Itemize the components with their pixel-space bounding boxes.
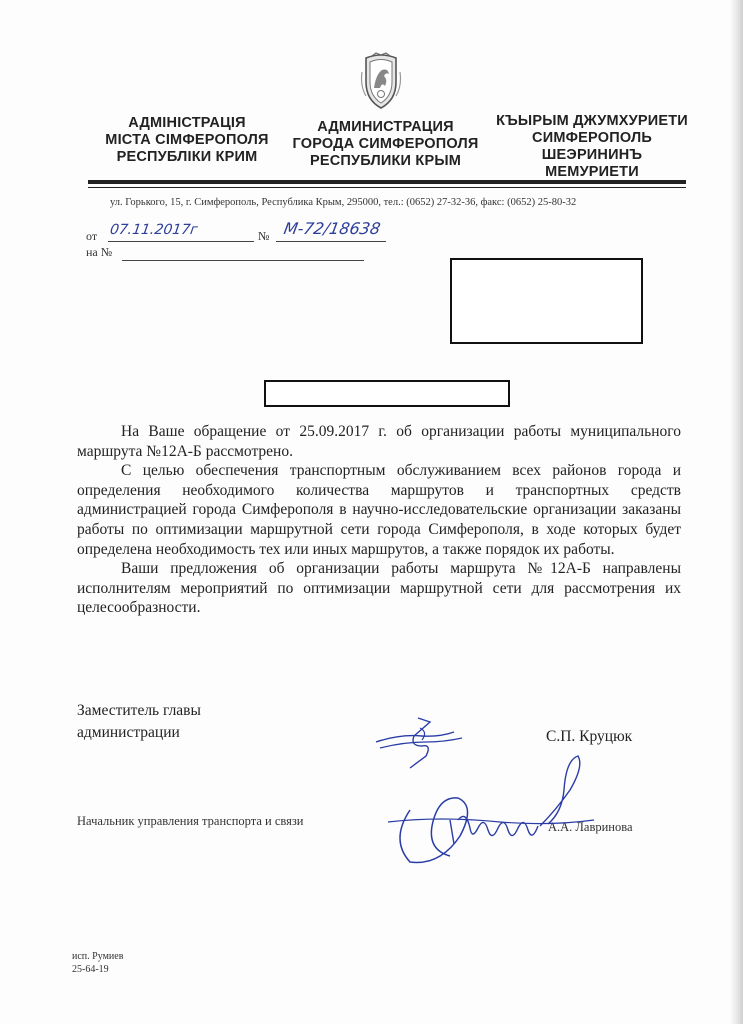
scan-edge-shadow	[729, 0, 743, 1024]
letterhead-ua-line: МІСТА СІМФЕРОПОЛЯ	[105, 132, 269, 148]
executor-phone: 25-64-19	[72, 964, 109, 975]
letterhead-ru-line: ГОРОДА СИМФЕРОПОЛЯ	[292, 136, 479, 152]
department-head-name: А.А. Лавринова	[548, 820, 633, 834]
letterhead-ru-line: РЕСПУБЛИКИ КРЫМ	[309, 153, 461, 169]
body-paragraph: Ваши предложения об организации работы маршрута №12А-Б направлены исполнителям мероприятий по оптимизации маршрутной сети для рассмотрения их целесообразности.	[77, 560, 681, 617]
reference-underline	[122, 260, 364, 261]
letterhead-crimean-tatar	[492, 113, 692, 181]
signatory-title	[77, 700, 201, 744]
letter-body	[77, 422, 681, 618]
body-paragraph: С целью обеспечения транспортным обслуживанием всех районов города и определения необходимого количества маршрутов и транспортных средств администрацией города Симферополя в научно-исследовательские организации заказаны работы по оптимизации маршрутной сети города Симферополя, в ходе которых будет определена необходимость тех или иных маршрутов, а также порядок их работы.	[77, 462, 681, 558]
letterhead-divider-thick	[88, 180, 686, 184]
executor-name: исп. Румиев	[72, 951, 124, 962]
signatory-name: С.П. Круцюк	[546, 728, 633, 745]
redacted-recipient-address	[450, 258, 643, 344]
redacted-salutation	[264, 380, 510, 407]
letterhead-crh-line: ШЕЭРИНИНЪ	[541, 147, 643, 163]
signatory-title-line: администрации	[77, 724, 180, 741]
handwritten-outgoing-number: М-72/18638	[282, 219, 382, 238]
body-paragraph: На Ваше обращение от 25.09.2017 г. об организации работы муниципального маршрута №12А-Б рассмотрено.	[77, 423, 681, 460]
handwritten-date: 07.11.2017г	[108, 222, 199, 238]
handwritten-signature	[380, 750, 610, 870]
letterhead-crh-line: СИМФЕРОПОЛЬ	[532, 130, 652, 146]
letterhead-ru-line: АДМИНИСТРАЦИЯ	[317, 119, 454, 135]
date-label: от	[86, 229, 98, 243]
reference-label: на №	[86, 245, 113, 259]
letterhead-ukrainian	[92, 115, 282, 166]
department-head-title: Начальник управления транспорта и связи	[77, 814, 304, 828]
number-underline	[276, 241, 386, 242]
letterhead-crh-line: МЕМУРИЕТИ	[545, 164, 639, 180]
number-label: №	[258, 229, 270, 243]
date-underline	[108, 241, 254, 242]
executor-info	[72, 950, 123, 976]
crimea-coat-of-arms-icon	[358, 52, 404, 112]
letterhead-russian	[288, 119, 483, 170]
letterhead-divider-thin	[88, 187, 686, 188]
letterhead-ua-line: РЕСПУБЛІКИ КРИМ	[116, 149, 258, 165]
signatory-title-line: Заместитель главы	[77, 702, 201, 719]
letterhead-crh-line: КЪЫРЫМ ДЖУМХУРИЕТИ	[496, 113, 688, 129]
office-address: ул. Горького, 15, г. Симферополь, Республика Крым, 295000, тел.: (0652) 27-32-36, факс: (0652) 25-80-32	[110, 197, 577, 208]
letterhead-ua-line: АДМІНІСТРАЦІЯ	[128, 115, 246, 131]
